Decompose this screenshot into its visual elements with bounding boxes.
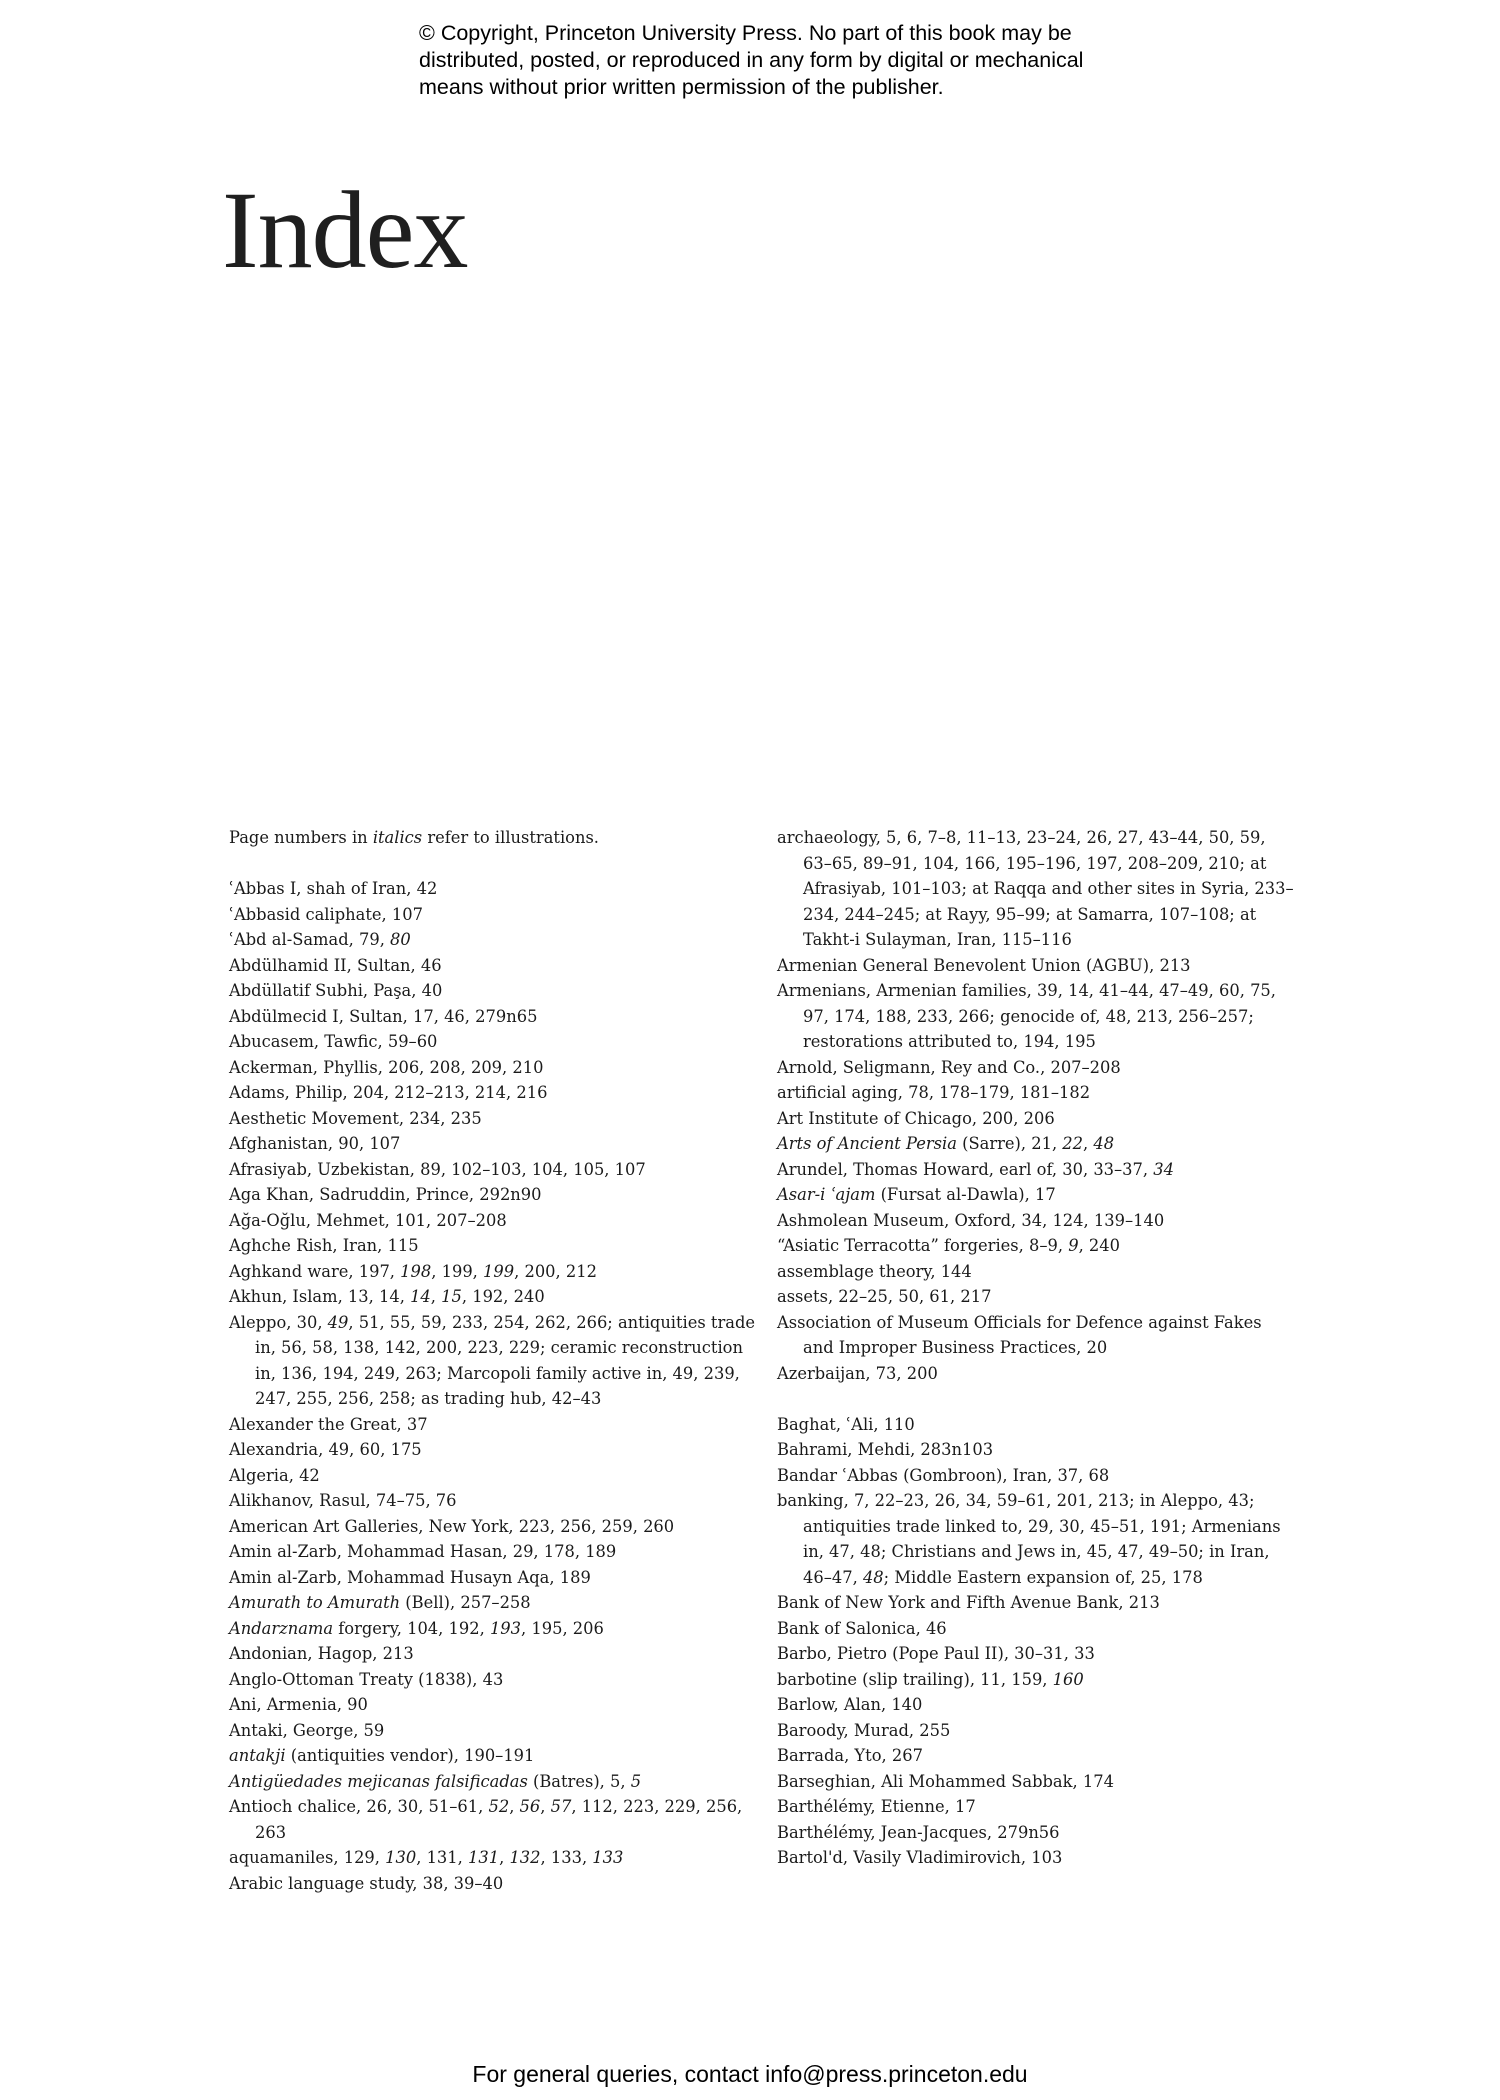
index-entry	[229, 1743, 759, 1769]
index-entry	[229, 1539, 759, 1565]
text-segment: Abdülhamid II, Sultan, 46	[229, 955, 442, 975]
index-entry	[777, 1437, 1297, 1463]
text-segment: Baroody, Murad, 255	[777, 1720, 951, 1740]
italic-segment: Amurath to Amurath	[229, 1593, 401, 1612]
index-entry	[229, 1131, 759, 1157]
index-letter-group	[229, 876, 759, 1896]
text-segment: Antioch chalice, 26, 30, 51–61,	[229, 1797, 489, 1816]
index-column-left	[229, 825, 759, 1922]
text-segment: Akhun, Islam, 13, 14,	[229, 1287, 411, 1306]
text-segment: banking, 7, 22–23, 26, 34, 59–61, 201, 213; in Aleppo, 43; antiquities trade linked to, 29, 30, 45–51, 191; Armenians in, 47, 48; Christians and Jews in, 45, 47, 49–50; in Iran, 46–47,	[777, 1491, 1281, 1587]
italic-segment: Andarznama	[229, 1618, 334, 1638]
text-segment: ,	[499, 1848, 510, 1867]
text-segment: Abdüllatif Subhi, Paşa, 40	[229, 981, 443, 1000]
index-entry	[229, 1590, 759, 1616]
text-segment: archaeology, 5, 6, 7–8, 11–13, 23–24, 26, 27, 43–44, 50, 59, 63–65, 89–91, 104, 166, 195–196, 197, 208–209, 210; at Afrasiyab, 101–103; at Raqqa and other sites in Syria, 233–234, 244–245; at Rayy, 95–99; at Samarra, 107–108; at Takht-i Sulayman, Iran, 115–116	[777, 828, 1294, 949]
text-segment: ,	[430, 1287, 442, 1306]
text-segment: Andonian, Hagop, 213	[229, 1644, 414, 1663]
italic-segment: Antigüedades mejicanas falsificadas	[229, 1771, 528, 1791]
index-entry	[229, 978, 759, 1004]
text-segment: (Batres), 5,	[527, 1771, 631, 1791]
text-segment: Barlow, Alan, 140	[777, 1695, 923, 1714]
index-entry	[229, 953, 759, 979]
italic-segment: 48	[1093, 1134, 1115, 1153]
text-segment: ,	[1083, 1134, 1094, 1153]
text-segment: Abdülmecid I, Sultan, 17, 46, 279n65	[229, 1006, 538, 1026]
text-segment: , 112, 223, 229, 256, 263	[255, 1797, 743, 1842]
index-entry	[777, 1820, 1297, 1846]
index-letter-group	[777, 1412, 1297, 1871]
text-segment: Baghat, ʿAli, 110	[777, 1414, 915, 1434]
text-segment: ʿAbd al-Samad, 79,	[229, 930, 391, 949]
italics-note	[229, 825, 759, 851]
index-entry	[229, 1208, 759, 1234]
italic-segment: 193	[489, 1618, 522, 1638]
index-entry	[229, 1692, 759, 1718]
text-segment: ʿAbbas I, shah of Iran, 42	[229, 879, 438, 898]
text-segment: Barthélémy, Jean-Jacques, 279n56	[777, 1822, 1060, 1842]
text-segment: (Fursat al-Dawla), 17	[875, 1185, 1056, 1204]
text-segment: , 240	[1078, 1236, 1121, 1255]
page-title: Index	[222, 169, 468, 291]
index-entry	[777, 978, 1297, 1055]
italic-segment: 15	[441, 1287, 462, 1306]
text-segment: Arundel, Thomas Howard, earl of, 30, 33–37,	[777, 1159, 1154, 1179]
index-entry	[777, 1463, 1297, 1489]
text-segment: ,	[509, 1797, 520, 1816]
footer-contact: For general queries, contact info@press.princeton.edu	[472, 2061, 1028, 2087]
index-entry	[777, 1259, 1297, 1285]
text-segment: Barthélémy, Etienne, 17	[777, 1797, 976, 1816]
index-entry	[229, 1412, 759, 1438]
index-entry	[777, 1769, 1297, 1795]
index-entry	[229, 1845, 759, 1871]
index-entry	[777, 1106, 1297, 1132]
index-entry	[777, 1718, 1297, 1744]
text-segment: Alikhanov, Rasul, 74–75, 76	[229, 1491, 457, 1510]
index-entry	[777, 1361, 1297, 1387]
text-segment: (antiquities vendor), 190–191	[285, 1746, 535, 1765]
index-entry	[229, 1106, 759, 1132]
text-segment: , 51, 55, 59, 233, 254, 262, 266; antiquities trade in, 56, 58, 138, 142, 200, 223, 229; ceramic reconstruction in, 136, 194, 249, 263; Marcopoli family active in, 49, 239, 247, 255, 256, 258; as trading hub, 42–43	[255, 1312, 756, 1408]
text-segment: , 195, 206	[521, 1618, 604, 1638]
italic-segment: 48	[862, 1567, 884, 1587]
italic-segment: 56	[519, 1797, 541, 1816]
text-segment: Bandar ʿAbbas (Gombroon), Iran, 37, 68	[777, 1465, 1110, 1485]
index-entry	[229, 1769, 759, 1795]
index-entry	[777, 1488, 1297, 1590]
index-entry	[229, 1488, 759, 1514]
copyright-line: distributed, posted, or reproduced in any form by digital or mechanical	[419, 48, 1084, 72]
index-entry	[229, 1794, 759, 1845]
italic-segment: 133	[592, 1848, 624, 1867]
text-segment: Arnold, Seligmann, Rey and Co., 207–208	[777, 1057, 1121, 1077]
text-segment: artificial aging, 78, 178–179, 181–182	[777, 1083, 1091, 1102]
italic-segment: Arts of Ancient Persia	[777, 1134, 957, 1153]
text-segment: aquamaniles, 129,	[229, 1848, 386, 1867]
italic-segment: 5	[630, 1771, 642, 1791]
index-entry	[229, 1463, 759, 1489]
text-segment: , 131,	[416, 1848, 468, 1867]
index-entry	[777, 1743, 1297, 1769]
italic-segment: 198	[400, 1261, 432, 1281]
text-segment: Bahrami, Mehdi, 283n103	[777, 1440, 994, 1459]
italic-segment: 52	[488, 1797, 510, 1816]
index-entry	[229, 902, 759, 928]
copyright-line: © Copyright, Princeton University Press. No part of this book may be	[419, 21, 1072, 45]
text-segment: ; Middle Eastern expansion of, 25, 178	[883, 1567, 1203, 1587]
italic-segment: 160	[1052, 1669, 1084, 1689]
index-entry	[229, 1233, 759, 1259]
text-segment: Aghche Rish, Iran, 115	[229, 1236, 419, 1255]
index-entry	[777, 1080, 1297, 1106]
index-entry	[777, 953, 1297, 979]
note-italic-word: italics	[372, 828, 423, 847]
index-entry	[777, 1284, 1297, 1310]
text-segment: Azerbaijan, 73, 200	[777, 1363, 938, 1383]
index-entry	[229, 1437, 759, 1463]
index-entry	[777, 1616, 1297, 1642]
index-entry	[229, 1004, 759, 1030]
text-segment: Armenians, Armenian families, 39, 14, 41–44, 47–49, 60, 75, 97, 174, 188, 233, 266; genocide of, 48, 213, 256–257; restorations attributed to, 194, 195	[777, 981, 1276, 1051]
index-entry	[229, 1641, 759, 1667]
index-entry	[229, 1718, 759, 1744]
index-letter-group	[777, 825, 1297, 1386]
text-segment: Abucasem, Tawfic, 59–60	[229, 1032, 438, 1051]
text-segment: Ani, Armenia, 90	[229, 1695, 368, 1714]
index-entry	[229, 1514, 759, 1540]
index-entry	[777, 1667, 1297, 1693]
text-segment: Amin al-Zarb, Mohammad Hasan, 29, 178, 189	[229, 1542, 617, 1561]
text-segment: Aghkand ware, 197,	[229, 1261, 401, 1281]
index-entry	[777, 1310, 1297, 1361]
text-segment: Afghanistan, 90, 107	[229, 1134, 401, 1153]
index-entry	[229, 1029, 759, 1055]
text-segment: Anglo-Ottoman Treaty (1838), 43	[229, 1669, 504, 1689]
text-segment: assemblage theory, 144	[777, 1261, 972, 1281]
italic-segment: 199	[483, 1261, 515, 1281]
text-segment: Barrada, Yto, 267	[777, 1746, 923, 1765]
text-segment: Aesthetic Movement, 234, 235	[229, 1108, 482, 1128]
index-entry	[777, 1845, 1297, 1871]
index-entry	[777, 1412, 1297, 1438]
text-segment: assets, 22–25, 50, 61, 217	[777, 1287, 992, 1306]
index-entry	[777, 1692, 1297, 1718]
text-segment: , 200, 212	[514, 1261, 597, 1281]
text-segment: ʿAbbasid caliphate, 107	[229, 904, 423, 924]
index-entry	[229, 1259, 759, 1285]
index-entry	[777, 1157, 1297, 1183]
copyright-notice	[419, 20, 1159, 101]
text-segment: (Bell), 257–258	[400, 1593, 531, 1612]
index-entry	[777, 1641, 1297, 1667]
text-segment: Bartol'd, Vasily Vladimirovich, 103	[777, 1848, 1063, 1867]
note-text: Page numbers in	[229, 828, 373, 847]
index-entry	[229, 1055, 759, 1081]
text-segment: Art Institute of Chicago, 200, 206	[777, 1108, 1055, 1128]
text-segment: Ackerman, Phyllis, 206, 208, 209, 210	[229, 1057, 544, 1077]
index-entry	[777, 1182, 1297, 1208]
index-entry	[777, 1233, 1297, 1259]
index-entry	[777, 825, 1297, 953]
index-entry	[777, 1131, 1297, 1157]
italic-segment: 9	[1068, 1236, 1079, 1255]
copyright-line: means without prior written permission of the publisher.	[419, 75, 944, 99]
italic-segment: 131	[468, 1848, 500, 1867]
text-segment: , 192, 240	[461, 1287, 545, 1306]
italic-segment: 132	[509, 1848, 541, 1867]
text-segment: Algeria, 42	[229, 1465, 320, 1485]
text-segment: Aleppo, 30,	[229, 1312, 328, 1332]
text-segment: Barseghian, Ali Mohammed Sabbak, 174	[777, 1771, 1114, 1791]
index-entry	[777, 1208, 1297, 1234]
index-entry	[229, 1616, 759, 1642]
text-segment: Arabic language study, 38, 39–40	[229, 1873, 504, 1893]
italic-segment: 34	[1153, 1159, 1174, 1179]
text-segment: American Art Galleries, New York, 223, 256, 259, 260	[229, 1516, 675, 1536]
note-text: refer to illustrations.	[422, 828, 599, 847]
text-segment: Aga Khan, Sadruddin, Prince, 292n90	[229, 1185, 542, 1204]
index-entry	[229, 927, 759, 953]
index-entry	[777, 1590, 1297, 1616]
index-entry	[229, 1080, 759, 1106]
text-segment: Barbo, Pietro (Pope Paul II), 30–31, 33	[777, 1644, 1095, 1663]
italic-segment: 130	[385, 1848, 417, 1867]
text-segment: Ashmolean Museum, Oxford, 34, 124, 139–140	[777, 1210, 1165, 1230]
text-segment: Afrasiyab, Uzbekistan, 89, 102–103, 104, 105, 107	[229, 1159, 646, 1179]
italic-segment: 80	[390, 930, 411, 949]
text-segment: forgery, 104, 192,	[333, 1618, 490, 1638]
text-segment: Adams, Philip, 204, 212–213, 214, 216	[229, 1083, 548, 1102]
italic-segment: antakji	[229, 1746, 286, 1765]
text-segment: ,	[540, 1797, 551, 1816]
index-entry	[229, 1284, 759, 1310]
text-segment: Antaki, George, 59	[229, 1720, 385, 1740]
italic-segment: Asar-i ʿajam	[777, 1185, 876, 1204]
text-segment: Alexandria, 49, 60, 175	[229, 1440, 422, 1459]
index-entry	[229, 1157, 759, 1183]
text-segment: “Asiatic Terracotta” forgeries, 8–9,	[777, 1236, 1069, 1255]
text-segment: Armenian General Benevolent Union (AGBU), 213	[777, 955, 1191, 975]
text-segment: (Sarre), 21,	[956, 1134, 1063, 1153]
index-entry	[777, 1055, 1297, 1081]
italic-segment: 49	[327, 1312, 349, 1332]
index-entry	[229, 876, 759, 902]
index-entry	[229, 1182, 759, 1208]
index-column-right	[777, 825, 1297, 1896]
index-entry	[229, 1310, 759, 1412]
italic-segment: 14	[410, 1287, 431, 1306]
text-segment: Bank of Salonica, 46	[777, 1618, 947, 1638]
text-segment: barbotine (slip trailing), 11, 159,	[777, 1669, 1053, 1689]
italic-segment: 22	[1062, 1134, 1084, 1153]
text-segment: , 199,	[431, 1261, 484, 1281]
text-segment: Amin al-Zarb, Mohammad Husayn Aqa, 189	[229, 1567, 591, 1587]
index-entry	[777, 1794, 1297, 1820]
text-segment: , 133,	[540, 1848, 593, 1867]
index-entry	[229, 1667, 759, 1693]
text-segment: Ağa-Oğlu, Mehmet, 101, 207–208	[229, 1210, 507, 1230]
text-segment: Alexander the Great, 37	[229, 1414, 428, 1434]
text-segment: Bank of New York and Fifth Avenue Bank, 213	[777, 1593, 1160, 1612]
italic-segment: 57	[550, 1797, 572, 1816]
index-entry	[229, 1871, 759, 1897]
text-segment: Association of Museum Officials for Defence against Fakes and Improper Business Practices, 20	[777, 1312, 1262, 1357]
index-entry	[229, 1565, 759, 1591]
